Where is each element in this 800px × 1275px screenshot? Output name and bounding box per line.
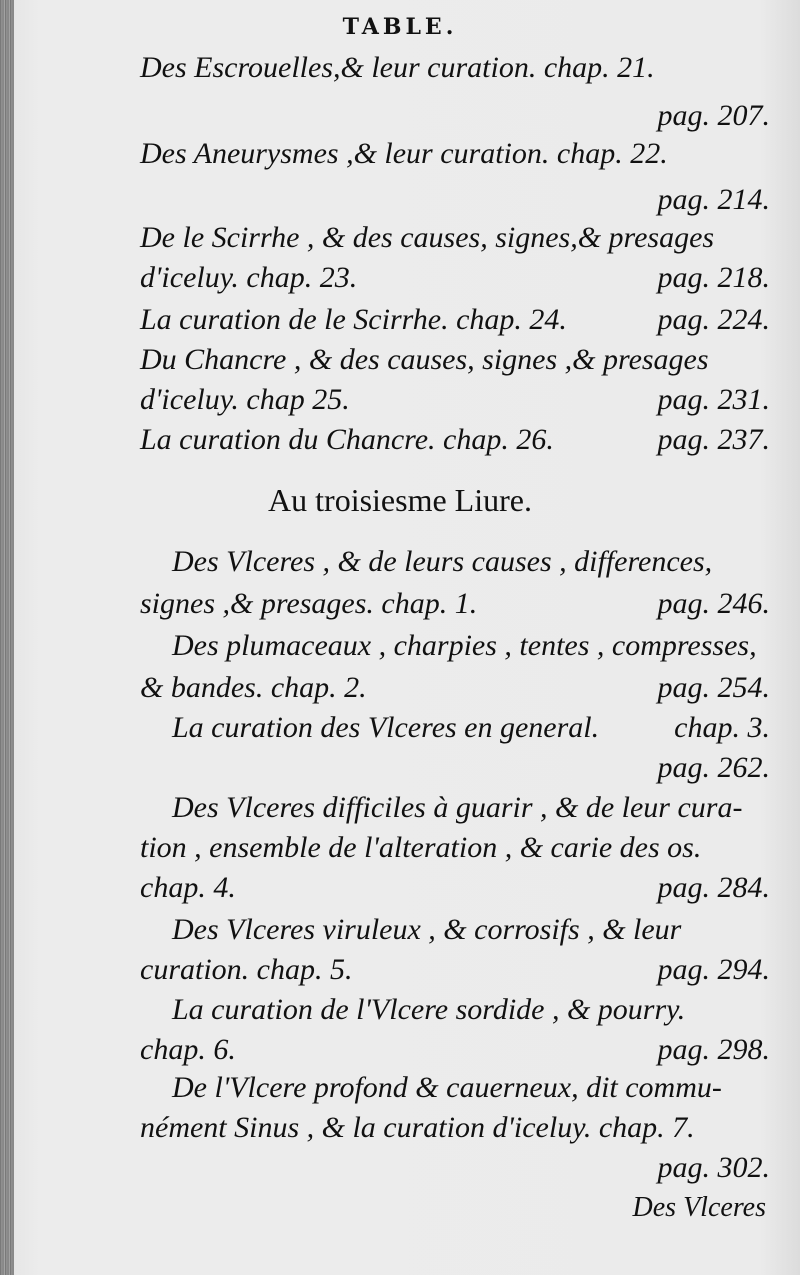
toc-line: [140, 380, 770, 420]
toc-line: [140, 868, 770, 908]
toc-entry: signes ,& presages. chap. 1.: [140, 587, 478, 620]
toc-line: [140, 1068, 770, 1108]
toc-entry: Des Escrouelles,& leur curation. chap. 21.: [140, 51, 655, 84]
toc-page: pag. 231.: [657, 383, 770, 416]
toc-page: pag. 284.: [657, 871, 770, 904]
toc-entry: Du Chancre , & des causes, signes ,& presages: [140, 343, 709, 376]
toc-page: pag. 224.: [657, 303, 770, 336]
toc-line: [140, 420, 770, 460]
toc-entry: Des Vlceres , & de leurs causes , differences,: [172, 545, 713, 578]
catchword: Des Vlceres: [632, 1192, 766, 1223]
toc-entry: & bandes. chap. 2.: [140, 671, 367, 704]
toc-entry: d'iceluy. chap. 23.: [140, 261, 358, 294]
toc-entry: Des Vlceres viruleux , & corrosifs , & leur: [172, 913, 682, 946]
toc-entry: La curation des Vlceres en general.: [172, 711, 600, 744]
toc-page: pag. 214.: [657, 183, 770, 216]
toc-page: chap. 3.: [674, 711, 770, 744]
toc-page: pag. 207.: [657, 99, 770, 132]
toc-line: [140, 96, 770, 136]
toc-page: pag. 262.: [657, 751, 770, 784]
toc-line: [140, 748, 770, 788]
page-header: TABLE.: [342, 14, 458, 40]
toc-entry: curation. chap. 5.: [140, 953, 353, 986]
toc-line: [140, 258, 770, 298]
toc-entry: La curation du Chancre. chap. 26.: [140, 423, 554, 456]
toc-line: [140, 180, 770, 220]
book-gutter: [0, 0, 14, 1275]
toc-entry: nément Sinus , & la curation d'iceluy. chap. 7.: [140, 1111, 695, 1144]
toc-entry: De l'Vlcere profond & cauerneux, dit commu-: [172, 1071, 722, 1104]
toc-entry: La curation de le Scirrhe. chap. 24.: [140, 303, 567, 336]
toc-line: [140, 950, 770, 990]
toc-line: [140, 218, 770, 258]
toc-line: [140, 542, 770, 582]
toc-line: [140, 668, 770, 708]
toc-line: [140, 1030, 770, 1070]
toc-entry: chap. 6.: [140, 1033, 236, 1066]
toc-page: pag. 218.: [657, 261, 770, 294]
toc-page: pag. 298.: [657, 1033, 770, 1066]
toc-page: pag. 254.: [657, 671, 770, 704]
toc-line: [140, 340, 770, 380]
section-title: Au troisiesme Liure.: [268, 482, 532, 518]
toc-line: [140, 1108, 770, 1148]
toc-entry: De le Scirrhe , & des causes, signes,& presages: [140, 221, 715, 254]
toc-line: [140, 584, 770, 624]
toc-entry: tion , ensemble de l'alteration , & carie des os.: [140, 831, 702, 864]
toc-line: [140, 990, 770, 1030]
toc-entry: chap. 4.: [140, 871, 236, 904]
toc-line: [140, 708, 770, 748]
toc-entry: Des plumaceaux , charpies , tentes , compresses,: [172, 629, 757, 662]
toc-line: [140, 134, 770, 174]
toc-page: pag. 246.: [657, 587, 770, 620]
toc-line: [140, 48, 770, 88]
toc-line: [140, 788, 770, 828]
toc-page: pag. 294.: [657, 953, 770, 986]
toc-page: pag. 237.: [657, 423, 770, 456]
toc-line: [140, 910, 770, 950]
toc-line: [140, 1148, 770, 1188]
toc-entry: Des Aneurysmes ,& leur curation. chap. 22.: [140, 137, 668, 170]
toc-entry: d'iceluy. chap 25.: [140, 383, 350, 416]
toc-line: [140, 828, 770, 868]
toc-entry: Des Vlceres difficiles à guarir , & de leur cura-: [172, 791, 743, 824]
toc-entry: La curation de l'Vlcere sordide , & pourry.: [172, 993, 686, 1026]
toc-page: pag. 302.: [657, 1151, 770, 1184]
toc-line: [140, 626, 770, 666]
toc-line: [140, 300, 770, 340]
